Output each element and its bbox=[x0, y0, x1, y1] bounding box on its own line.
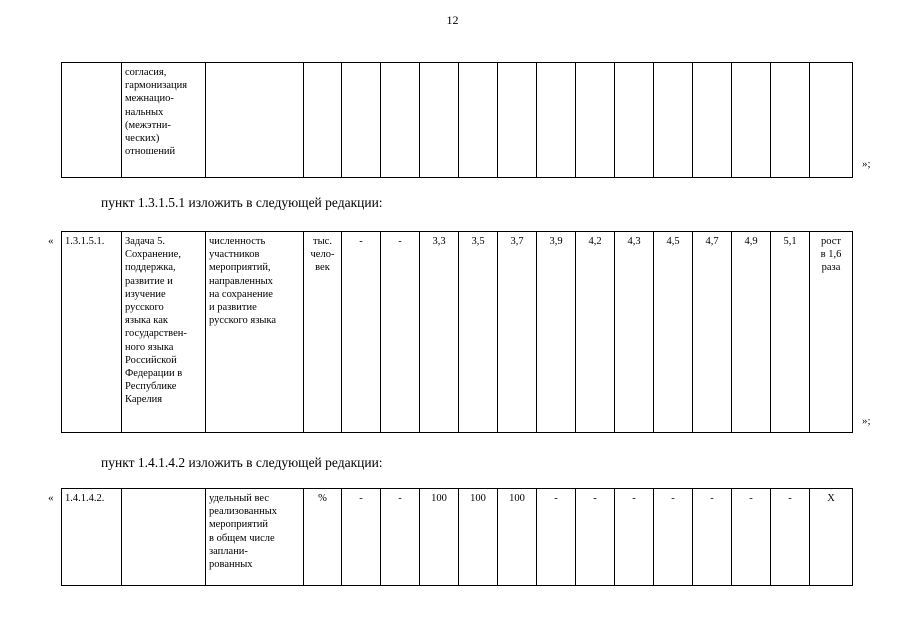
cell-value: 4,5 bbox=[654, 232, 693, 433]
cell-task bbox=[122, 489, 206, 586]
cell-result bbox=[810, 63, 853, 178]
cell-indicator: удельный вес реализованных мероприятий в общем числе заплани- рованных bbox=[206, 489, 304, 586]
cell-indicator bbox=[206, 63, 304, 178]
cell-task: согласия, гармонизация межнацио- нальных (межэтни- ческих) отношений bbox=[122, 63, 206, 178]
cell-value: 3,3 bbox=[420, 232, 459, 433]
table-1-3-1-5-1 bbox=[61, 231, 853, 433]
cell-unit: тыс. чело- век bbox=[304, 232, 342, 433]
instruction-text: пункт 1.4.1.4.2 изложить в следующей редакции: bbox=[101, 455, 383, 470]
cell-value: 3,9 bbox=[537, 232, 576, 433]
cell-num: 1.3.1.5.1. bbox=[62, 232, 122, 433]
cell-indicator: численность участников мероприятий, направленных на сохранение и развитие русского языка bbox=[206, 232, 304, 433]
opening-quote: « bbox=[48, 235, 54, 247]
cell-value: - bbox=[342, 232, 381, 433]
cell-value: - bbox=[693, 489, 732, 586]
page-number: 12 bbox=[446, 13, 459, 27]
cell-result: Х bbox=[810, 489, 853, 586]
cell-value bbox=[576, 63, 615, 178]
table-row bbox=[62, 232, 853, 433]
cell-unit bbox=[304, 63, 342, 178]
cell-value bbox=[654, 63, 693, 178]
table-1-4-1-4-2 bbox=[61, 488, 853, 586]
cell-value: 3,7 bbox=[498, 232, 537, 433]
cell-value: 4,3 bbox=[615, 232, 654, 433]
cell-result: рост в 1,6 раза bbox=[810, 232, 853, 433]
cell-value: 4,9 bbox=[732, 232, 771, 433]
cell-value: - bbox=[732, 489, 771, 586]
cell-unit: % bbox=[304, 489, 342, 586]
cell-value bbox=[498, 63, 537, 178]
cell-value bbox=[381, 63, 420, 178]
cell-value bbox=[732, 63, 771, 178]
cell-value bbox=[693, 63, 732, 178]
table-continuation bbox=[61, 62, 853, 178]
cell-num bbox=[62, 63, 122, 178]
table-row bbox=[62, 489, 853, 586]
cell-value: 4,2 bbox=[576, 232, 615, 433]
cell-value: 100 bbox=[420, 489, 459, 586]
cell-value bbox=[615, 63, 654, 178]
cell-num: 1.4.1.4.2. bbox=[62, 489, 122, 586]
cell-value: 100 bbox=[459, 489, 498, 586]
cell-value: - bbox=[342, 489, 381, 586]
cell-value bbox=[459, 63, 498, 178]
cell-value bbox=[537, 63, 576, 178]
cell-value bbox=[420, 63, 459, 178]
opening-quote: « bbox=[48, 492, 54, 504]
closing-quote: »; bbox=[862, 158, 871, 170]
cell-value: 5,1 bbox=[771, 232, 810, 433]
cell-value: 3,5 bbox=[459, 232, 498, 433]
cell-value bbox=[342, 63, 381, 178]
cell-value: - bbox=[576, 489, 615, 586]
cell-value: 4,7 bbox=[693, 232, 732, 433]
cell-value: 100 bbox=[498, 489, 537, 586]
cell-value: - bbox=[654, 489, 693, 586]
cell-value: - bbox=[537, 489, 576, 586]
cell-value: - bbox=[771, 489, 810, 586]
table-row bbox=[62, 63, 853, 178]
instruction-text: пункт 1.3.1.5.1 изложить в следующей редакции: bbox=[101, 195, 383, 210]
cell-value bbox=[771, 63, 810, 178]
cell-value: - bbox=[381, 232, 420, 433]
cell-task: Задача 5. Сохранение, поддержка, развитие и изучение русского языка как государствен- ного языка Российской Федерации в Республике Карелия bbox=[122, 232, 206, 433]
cell-value: - bbox=[615, 489, 654, 586]
cell-value: - bbox=[381, 489, 420, 586]
closing-quote: »; bbox=[862, 415, 871, 427]
